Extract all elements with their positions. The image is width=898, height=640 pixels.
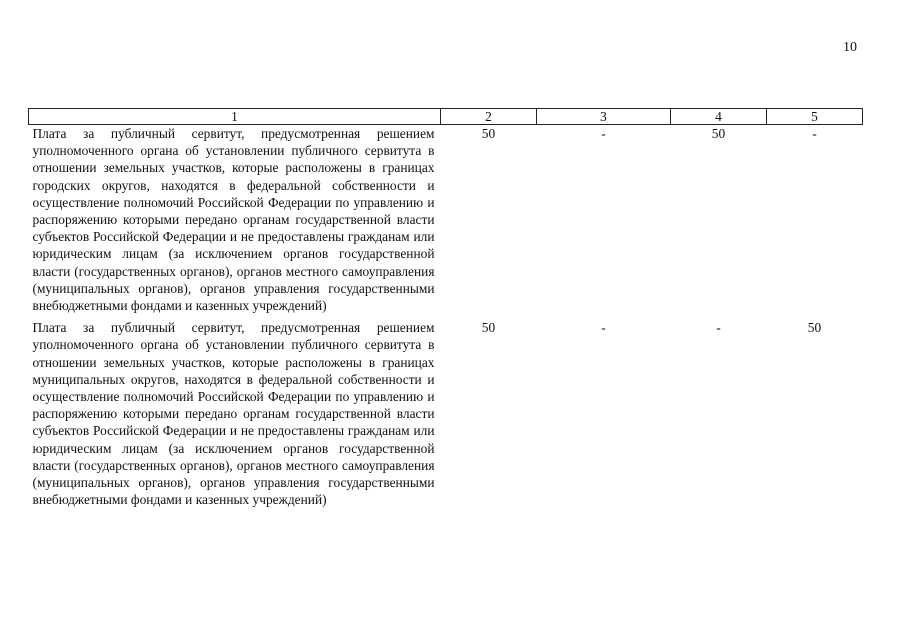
- row-value-col-5: -: [812, 126, 817, 141]
- header-col-1: 1: [29, 109, 441, 125]
- budget-norms-table: [28, 108, 863, 508]
- row-value-col-2: 50: [481, 126, 496, 141]
- table-row: [29, 125, 863, 315]
- row-value-col-4: -: [716, 320, 721, 336]
- header-col-4: 4: [671, 109, 767, 125]
- header-col-5: 5: [767, 109, 863, 125]
- table-row: [29, 314, 863, 508]
- row-description: Плата за публичный сервитут, предусмотренная решением уполномоченного органа об установлении публичного сервитута в отношении земельных участков, которые расположены в границах муниципальных округов, находятся в федеральной собственности и осуществление полномочий Российской Федерации по управлению и распоряжению которыми передано органам государственной власти субъектов Российской Федерации и не предоставлены гражданам или юридическим лицам (за исключением органов государственной власти (государственных органов), органов местного самоуправления (муниципальных органов), органов управления государственными внебюджетными фондами и казенных учреждений): [32, 320, 435, 508]
- table-header-row: [29, 109, 863, 125]
- row-value-col-2: 50: [481, 320, 496, 336]
- row-value-col-5: 50: [807, 320, 822, 336]
- row-description: Плата за публичный сервитут, предусмотренная решением уполномоченного органа об установлении публичного сервитута в отношении земельных участков, которые расположены в границах городских округов, находятся в федеральной собственности и осуществление полномочий Российской Федерации по управлению и распоряжению которыми передано органам государственной власти субъектов Российской Федерации и не предоставлены гражданам или юридическим лицам (за исключением органов государственной власти (государственных органов), органов местного самоуправления (муниципальных органов), органов управления государственными внебюджетными фондами и казенных учреждений): [32, 126, 435, 314]
- row-value-col-3: -: [601, 320, 606, 336]
- header-col-2: 2: [441, 109, 537, 125]
- row-value-col-3: -: [601, 126, 606, 141]
- page-number: 10: [843, 40, 857, 55]
- row-value-col-4: 50: [711, 126, 726, 141]
- header-col-3: 3: [537, 109, 671, 125]
